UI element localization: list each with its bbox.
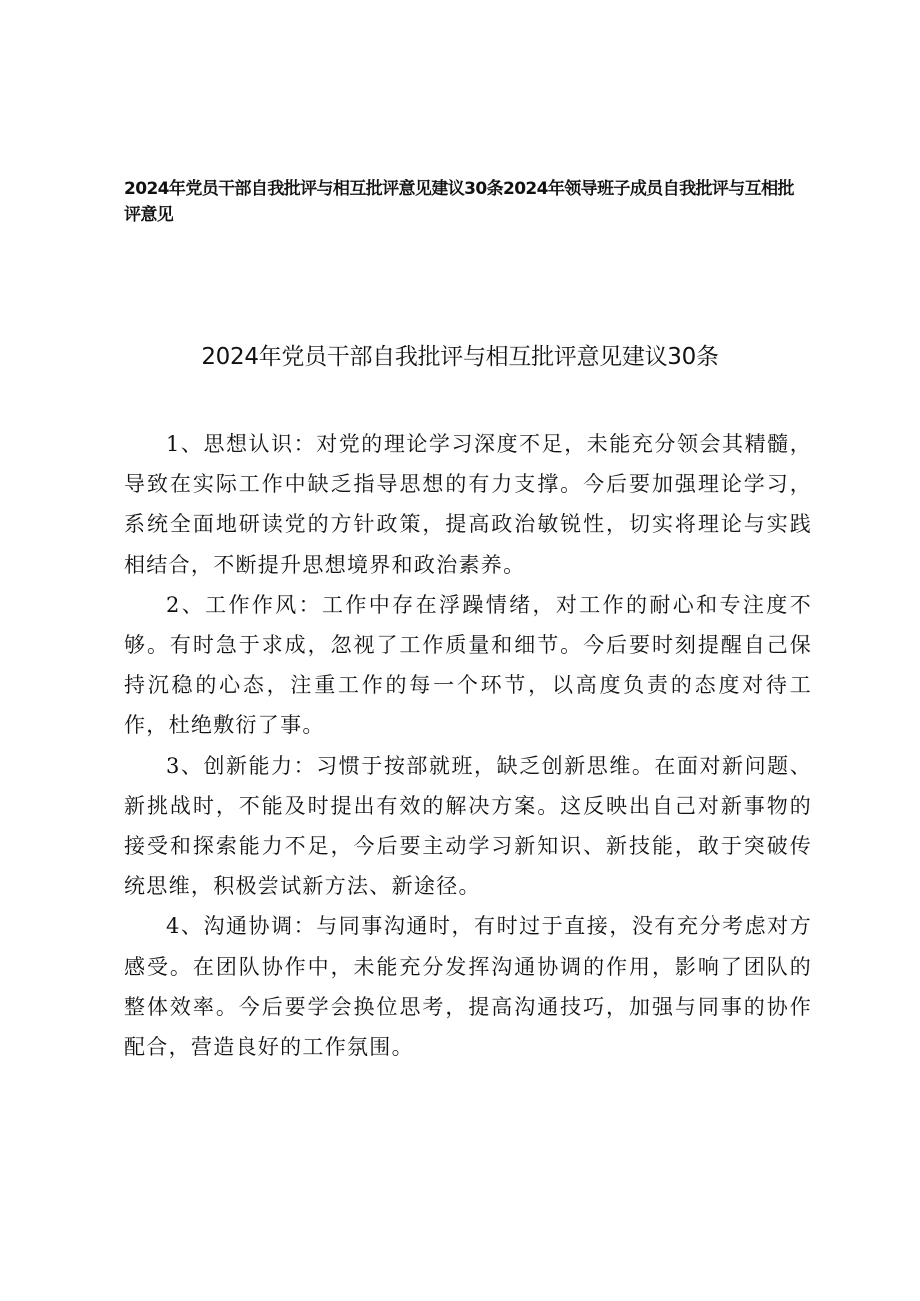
document-body [124, 424, 812, 1067]
document-title: 2024年党员干部自我批评与相互批评意见建议30条 [201, 344, 719, 370]
paragraph-thought: 1、思想认识：对党的理论学习深度不足，未能充分领会其精髓，导致在实际工作中缺乏指导思想的有力支撑。今后要加强理论学习，系统全面地研读党的方针政策，提高政治敏锐性，切实将理论与实践相结合，不断提升思想境界和政治素养。 [124, 432, 812, 577]
paragraph-work-style: 2、工作作风：工作中存在浮躁情绪，对工作的耐心和专注度不够。有时急于求成，忽视了工作质量和细节。今后要时刻提醒自己保持沉稳的心态，注重工作的每一个环节，以高度负责的态度对待工作，杜绝敷衍了事。 [124, 592, 812, 738]
document-header: 2024年党员干部自我批评与相互批评意见建议30条2024年领导班子成员自我批评与互相批评意见 [124, 179, 794, 225]
paragraph-communication: 4、沟通协调：与同事沟通时，有时过于直接，没有充分考虑对方感受。在团队协作中，未能充分发挥沟通协调的作用，影响了团队的整体效率。今后要学会换位思考，提高沟通技巧，加强与同事的协作配合，营造良好的工作氛围。 [124, 914, 812, 1060]
paragraph-innovation: 3、创新能力：习惯于按部就班，缺乏创新思维。在面对新问题、新挑战时，不能及时提出有效的解决方案。这反映出自己对新事物的接受和探索能力不足，今后要主动学习新知识、新技能，敢于突破传统思维，积极尝试新方法、新途径。 [124, 753, 812, 899]
